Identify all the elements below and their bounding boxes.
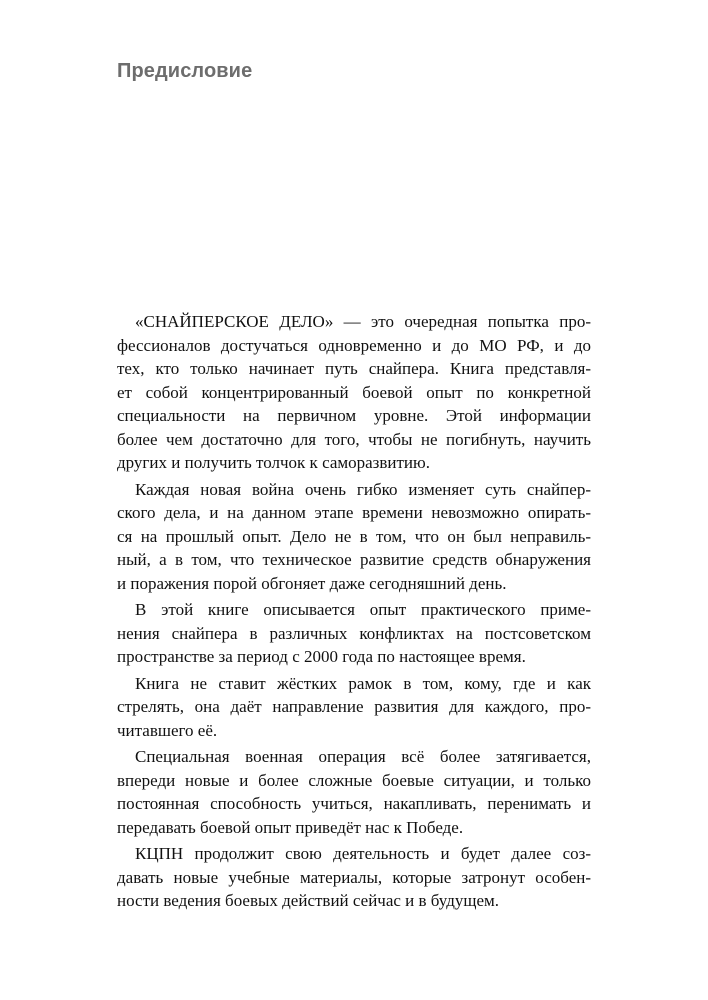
text-line: Каждая новая война очень гибко изменяет суть снайпер- bbox=[135, 479, 591, 499]
text-line: ет собой концентрированный боевой опыт по конкретной bbox=[117, 382, 591, 402]
text-line: более чем достаточно для того, чтобы не погибнуть, научить bbox=[117, 429, 591, 449]
text-line: специальности на первичном уровне. Этой информации bbox=[117, 406, 591, 425]
text-line: Книга не ставит жёстких рамок в том, кому, где и как bbox=[135, 673, 591, 693]
text-line: передавать боевой опыт приведёт нас к Победе. bbox=[117, 817, 464, 837]
paragraph bbox=[117, 842, 591, 913]
page-heading: Предисловие bbox=[117, 60, 253, 82]
text-line: ся на прошлый опыт. Дело не в том, что он был неправиль- bbox=[117, 526, 591, 546]
text-line: стрелять, она даёт направление развития для каждого, про- bbox=[117, 697, 591, 716]
paragraph bbox=[117, 310, 591, 475]
preface-body bbox=[117, 310, 591, 916]
text-line: тех, кто только начинает путь снайпера. Книга представля- bbox=[117, 359, 591, 378]
paragraph bbox=[117, 745, 591, 839]
paragraph bbox=[117, 478, 591, 596]
text-line: КЦПН продолжит свою деятельность и будет далее соз- bbox=[135, 844, 591, 863]
text-line: ского дела, и на данном этапе времени невозможно опирать- bbox=[117, 503, 591, 522]
text-line: ности ведения боевых действий сейчас и в будущем. bbox=[117, 891, 500, 910]
text-line: фессионалов достучаться одновременно и до МО РФ, и до bbox=[117, 335, 591, 355]
text-line: давать новые учебные материалы, которые затронут особен- bbox=[117, 867, 591, 887]
text-line: впереди новые и более сложные боевые ситуации, и только bbox=[117, 770, 591, 790]
text-line: пространстве за период с 2000 года по настоящее время. bbox=[117, 647, 526, 666]
text-line: других и получить толчок к саморазвитию. bbox=[117, 453, 430, 472]
paragraph bbox=[117, 672, 591, 743]
text-line: постоянная способность учиться, накапливать, перенимать и bbox=[117, 794, 591, 813]
text-line: и поражения порой обгоняет даже сегодняшний день. bbox=[117, 573, 507, 593]
text-line: В этой книге описывается опыт практического приме- bbox=[135, 600, 591, 619]
text-line: ный, а в том, что техническое развитие средств обнаружения bbox=[117, 550, 591, 569]
text-line: читавшего её. bbox=[117, 720, 218, 740]
paragraph bbox=[117, 598, 591, 669]
text-line: «СНАЙПЕРСКОЕ ДЕЛО» — это очередная попытка про- bbox=[135, 312, 591, 331]
text-line: Специальная военная операция всё более затягивается, bbox=[135, 747, 591, 766]
text-line: нения снайпера в различных конфликтах на постсоветском bbox=[117, 623, 591, 643]
